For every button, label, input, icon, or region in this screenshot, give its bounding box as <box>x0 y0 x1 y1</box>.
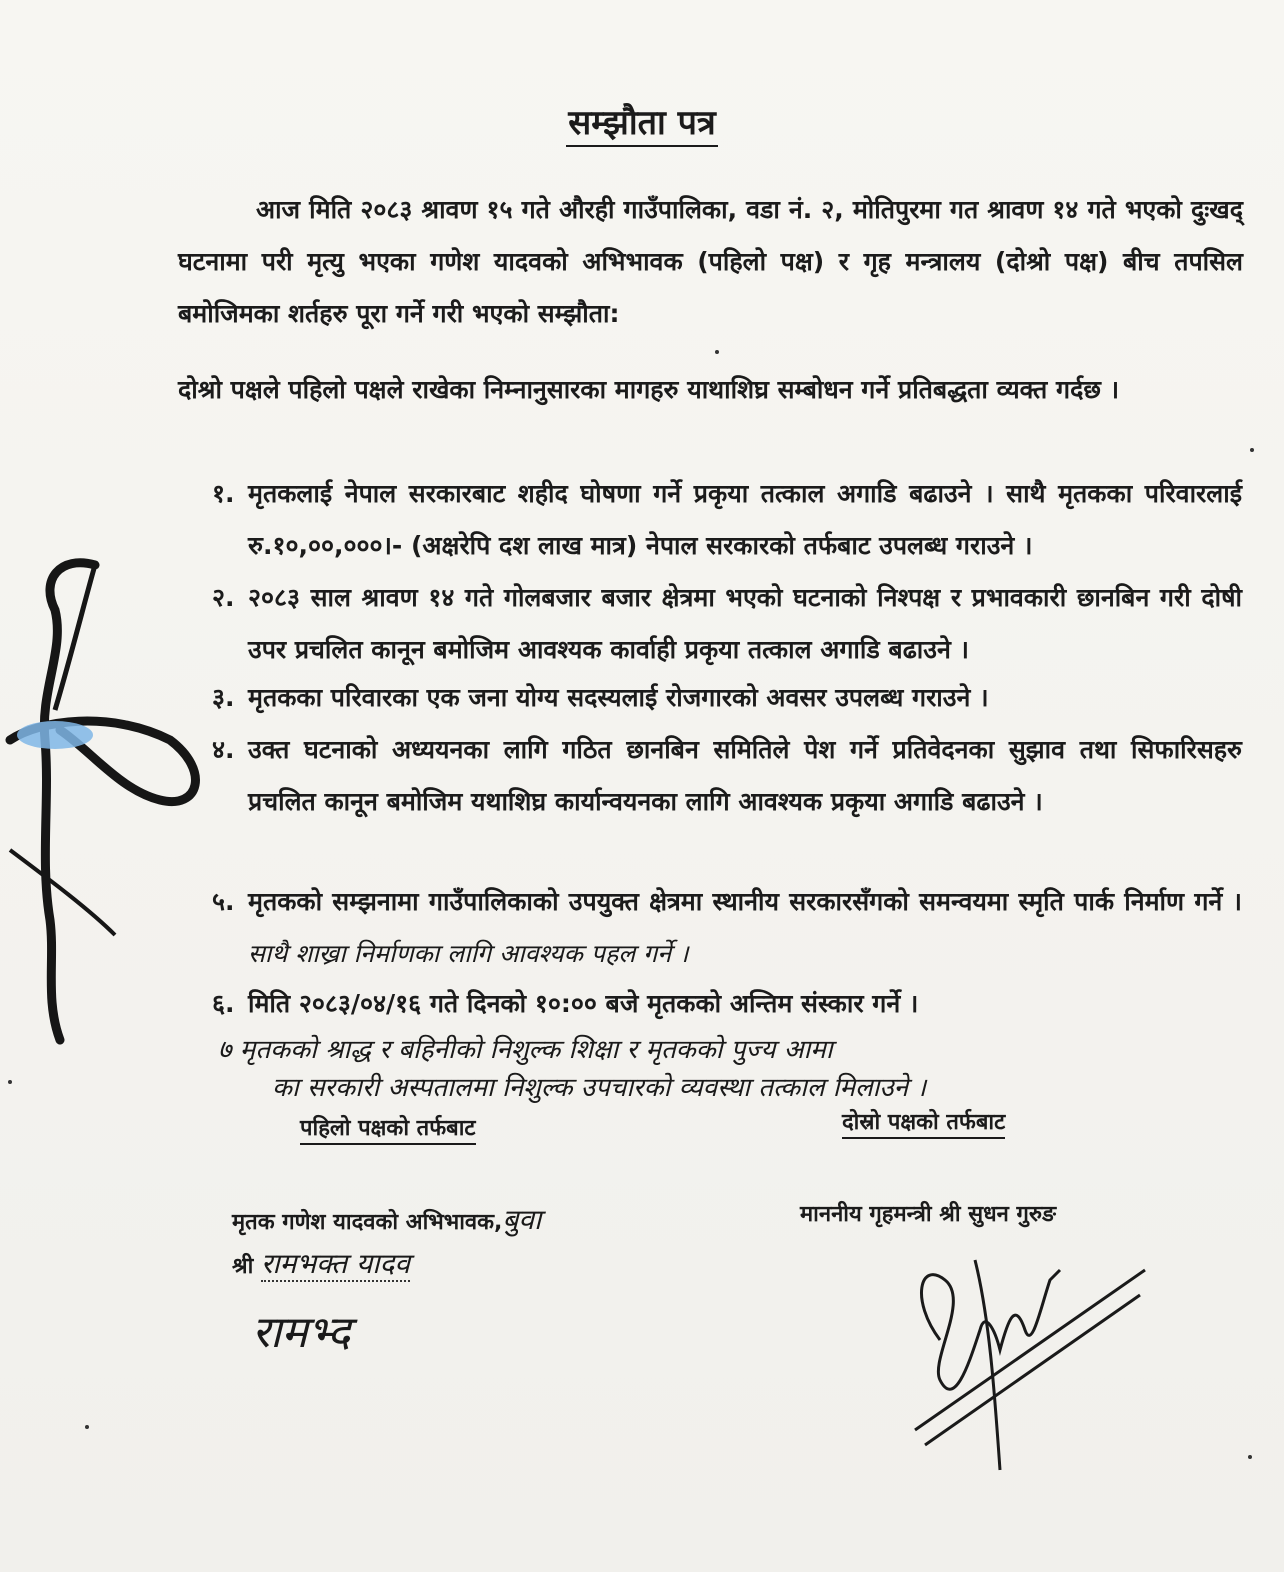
second-party-signatory: माननीय गृहमन्त्री श्री सुधन गुरुङ <box>800 1202 1057 1227</box>
ink-speck <box>1250 448 1254 452</box>
list-item <box>212 724 1242 828</box>
guardian-name: रामभक्त यादव <box>260 1247 410 1280</box>
document-title <box>0 98 1284 144</box>
first-party-signature: रामभ्द <box>252 1307 351 1358</box>
item-text: मृतकलाई नेपाल सरकारबाट शहीद घोषणा गर्ने प्रकृया तत्काल अगाडि बढाउने । साथै मृतकका परिवारलाई रु.१०,००,०००।- (अक्षरेपि दश लाख मात्र) नेपाल सरकारको तर्फबाट उपलब्ध गराउने । <box>248 479 1242 560</box>
list-item <box>212 672 1242 724</box>
ink-speck <box>1248 1455 1252 1459</box>
item-text <box>248 876 1242 980</box>
intro-paragraph: आज मिति २०८३ श्रावण १५ गते औरही गाउँपालिका, वडा नं. २, मोतिपुरमा गत श्रावण १४ गते भएको दुःखद् घटनामा परी मृत्यु भएका गणेश यादवको अभिभावक (पहिलो पक्ष) र गृह मन्त्रालय (दोश्रो पक्ष) बीच तपसिल बमोजिमका शर्तहरु पूरा गर्ने गरी भएको सम्झौता: <box>178 195 1243 328</box>
handwritten-item-line-1: ७ मृतकको श्राद्ध र बहिनीको निशुल्क शिक्षा र मृतकको पुज्य आमा <box>218 1035 833 1065</box>
handwritten-item-line-2: का सरकारी अस्पतालमा निशुल्क उपचारको व्यवस्था तत्काल मिलाउने । <box>272 1073 927 1103</box>
commitment-paragraph: दोश्रो पक्षले पहिलो पक्षले राखेका निम्नानुसारका मागहरु याथाशिघ्र सम्बोधन गर्ने प्रतिबद्धता व्यक्त गर्दछ । <box>178 375 1120 404</box>
list-item <box>212 876 1242 980</box>
item-text: उक्त घटनाको अध्ययनका लागि गठित छानबिन समितिले पेश गर्ने प्रतिवेदनका सुझाव तथा सिफारिसहरु प्रचलित कानून बमोजिम यथाशिघ्र कार्यान्वयनका लागि आवश्यक प्रकृया अगाडि बढाउने । <box>248 735 1242 816</box>
title-text: सम्झौता पत्र <box>566 103 718 147</box>
item-handwritten-addition: साथै शाख्रा निर्माणका लागि आवश्यक पहल गर्ने । <box>248 939 689 968</box>
list-item <box>212 978 1242 1030</box>
ink-speck <box>8 1080 12 1084</box>
list-item <box>212 468 1242 572</box>
item-number: २. <box>212 583 235 612</box>
item-number: ६. <box>212 989 235 1018</box>
thumbprint-signature <box>0 540 220 1060</box>
guardian-designation <box>232 1200 541 1238</box>
item-printed-text: मृतकको सम्झनामा गाउँपालिकाको उपयुक्त क्षेत्रमा स्थानीय सरकारसँगको समन्वयमा स्मृति पार्क निर्माण गर्ने । <box>248 887 1242 916</box>
guardian-text: मृतक गणेश यादवको अभिभावक, <box>232 1210 503 1235</box>
second-party-label: दोस्रो पक्षको तर्फबाट <box>842 1106 1005 1139</box>
first-party-label: पहिलो पक्षको तर्फबाट <box>300 1112 476 1145</box>
home-minister-signature <box>900 1240 1160 1480</box>
guardian-name-line <box>232 1244 410 1282</box>
item-number: ५. <box>212 887 235 916</box>
item-number: ४. <box>212 735 235 764</box>
list-item <box>212 572 1242 676</box>
shri-prefix: श्री <box>232 1254 254 1279</box>
ink-speck <box>715 350 719 354</box>
item-number: ३. <box>212 683 235 712</box>
item-text: मिति २०८३/०४/१६ गते दिनको १०:०० बजे मृतकको अन्तिम संस्कार गर्ने । <box>248 989 919 1018</box>
item-text: मृतकका परिवारका एक जना योग्य सदस्यलाई रोजगारको अवसर उपलब्ध गराउने । <box>248 683 989 712</box>
ink-speck <box>85 1425 89 1429</box>
item-text: २०८३ साल श्रावण १४ गते गोलबजार बजार क्षेत्रमा भएको घटनाको निश्पक्ष र प्रभावकारी छानबिन गरी दोषी उपर प्रचलित कानून बमोजिम आवश्यक कार्वाही प्रकृया तत्काल अगाडि बढाउने । <box>248 583 1242 664</box>
guardian-relation: बुवा <box>502 1203 542 1236</box>
item-number: १. <box>212 479 235 508</box>
